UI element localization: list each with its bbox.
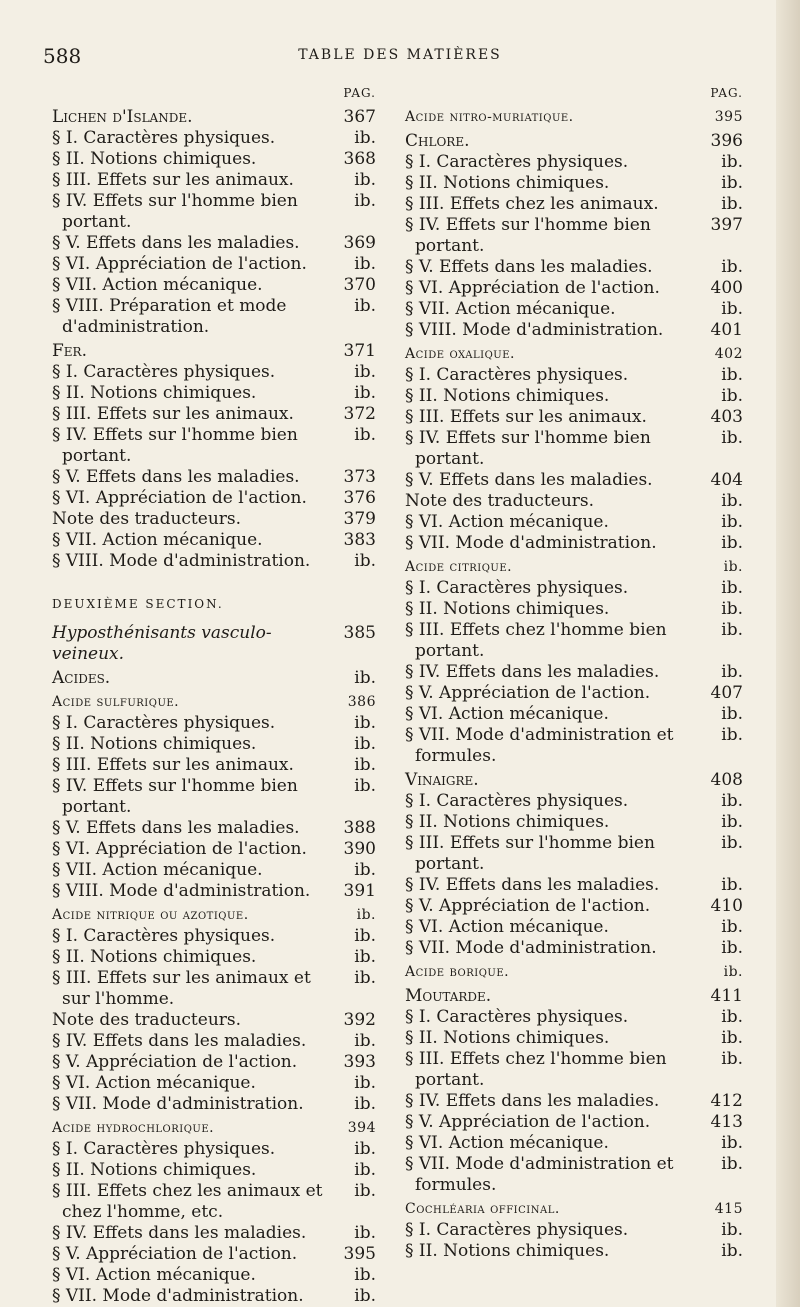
- toc-entry-page: 392: [343, 1010, 376, 1030]
- toc-entry-page: ib.: [354, 734, 376, 754]
- toc-entry-page: ib.: [721, 791, 743, 811]
- toc-entry-title: § II. Notions chimiques.: [52, 383, 257, 403]
- toc-entry-page: ib.: [721, 194, 743, 214]
- toc-entry: [405, 299, 743, 320]
- toc-entry-page: 410: [710, 896, 743, 916]
- toc-entry: [52, 551, 376, 572]
- toc-entry-title: Acide sulfurique.: [52, 694, 180, 710]
- toc-entry: [405, 512, 743, 533]
- toc-entry: [405, 131, 743, 152]
- toc-entry-page: ib.: [721, 917, 743, 937]
- toc-entry-page: 403: [710, 407, 743, 427]
- toc-entry: [52, 128, 376, 149]
- toc-entry-page: ib.: [721, 620, 743, 640]
- toc-entry: [405, 215, 743, 257]
- toc-entry-title: § VI. Action mécanique.: [405, 704, 609, 724]
- toc-entry-page: ib.: [354, 362, 376, 382]
- toc-entry: [52, 383, 376, 404]
- toc-entry: [52, 1181, 376, 1223]
- toc-entry-page: ib.: [721, 491, 743, 511]
- toc-entry-page: 391: [343, 881, 376, 901]
- toc-entry-page: ib.: [721, 599, 743, 619]
- toc-entry: [405, 1199, 743, 1220]
- toc-entry-title: § II. Notions chimiques.: [52, 1160, 257, 1180]
- toc-entry-page: 367: [343, 107, 376, 127]
- toc-entry: [405, 578, 743, 599]
- toc-entry-title: § V. Appréciation de l'action.: [52, 1244, 298, 1264]
- toc-entry-title: § III. Effets sur les animaux.: [405, 407, 647, 427]
- toc-entry-title: § II. Notions chimiques.: [405, 386, 610, 406]
- toc-entry-title: § VI. Action mécanique.: [52, 1073, 256, 1093]
- toc-entry-title: Acide nitro-muriatique.: [405, 109, 574, 125]
- toc-entry-page: ib.: [354, 1139, 376, 1159]
- toc-entry-page: ib.: [354, 926, 376, 946]
- toc-entry-page: ib.: [354, 425, 376, 445]
- toc-entry: [405, 1220, 743, 1241]
- toc-entry-page: 411: [710, 986, 743, 1006]
- toc-entry: [405, 917, 743, 938]
- toc-entry: [405, 107, 743, 128]
- toc-entry-page: ib.: [356, 907, 376, 923]
- toc-entry-page: ib.: [354, 1160, 376, 1180]
- toc-entry-title: § III. Effets sur les animaux et sur l'homme.: [52, 968, 311, 1009]
- toc-entry: [52, 254, 376, 275]
- toc-entry-title: § II. Notions chimiques.: [52, 947, 257, 967]
- toc-entry: [52, 1286, 376, 1307]
- toc-entry: [52, 1223, 376, 1244]
- toc-entry-page: ib.: [721, 428, 743, 448]
- toc-entry-page: ib.: [721, 1133, 743, 1153]
- pag-label-left: PAG.: [343, 86, 376, 100]
- toc-entry: [405, 770, 743, 791]
- toc-entry-title: Acides.: [52, 668, 111, 688]
- toc-entry-title: § II. Notions chimiques.: [405, 1028, 610, 1048]
- toc-entry-page: ib.: [354, 191, 376, 211]
- toc-entry-title: § IV. Effets sur l'homme bien portant.: [52, 191, 298, 232]
- toc-entry-title: § III. Effets chez les animaux et chez l'homme, etc.: [52, 1181, 323, 1222]
- toc-entry-page: ib.: [721, 386, 743, 406]
- toc-entry-title: § VI. Appréciation de l'action.: [52, 488, 307, 508]
- toc-entry-page: ib.: [721, 1241, 743, 1261]
- toc-entry-page: ib.: [354, 860, 376, 880]
- toc-entry-page: 408: [710, 770, 743, 790]
- toc-entry-page: ib.: [354, 170, 376, 190]
- toc-entry-page: ib.: [354, 968, 376, 988]
- toc-entry: [405, 620, 743, 662]
- toc-entry-page: ib.: [723, 559, 743, 575]
- toc-entry-title: § VII. Mode d'administration.: [52, 1286, 304, 1306]
- toc-entry: [405, 938, 743, 959]
- toc-entry-title: § VI. Appréciation de l'action.: [405, 278, 660, 298]
- toc-entry-page: 395: [714, 109, 743, 125]
- toc-entry-title: § III. Effets chez les animaux.: [405, 194, 659, 214]
- toc-entry-title: § I. Caractères physiques.: [52, 1139, 276, 1159]
- toc-entry-page: ib.: [723, 964, 743, 980]
- toc-entry-page: ib.: [721, 1007, 743, 1027]
- toc-entry-title: § II. Notions chimiques.: [405, 1241, 610, 1261]
- toc-entry: [52, 467, 376, 488]
- toc-entry-title: § V. Appréciation de l'action.: [405, 683, 651, 703]
- toc-entry-page: 394: [347, 1120, 376, 1136]
- running-head: TABLE DES MATIÈRES: [298, 47, 502, 63]
- toc-entry-title: § I. Caractères physiques.: [405, 1220, 629, 1240]
- toc-entry: [52, 1160, 376, 1181]
- toc-entry: [52, 713, 376, 734]
- toc-entry-page: 370: [343, 275, 376, 295]
- toc-entry-title: § IV. Effets dans les maladies.: [405, 1091, 660, 1111]
- toc-entry-title: § III. Effets chez l'homme bien portant.: [405, 620, 667, 661]
- toc-entry-page: 386: [347, 694, 376, 710]
- toc-entry: [405, 704, 743, 725]
- toc-entry: [52, 1118, 376, 1139]
- toc-entry: [52, 860, 376, 881]
- toc-entry-title: § VII. Mode d'administration.: [405, 938, 657, 958]
- toc-entry: [405, 470, 743, 491]
- toc-entry-page: ib.: [721, 1154, 743, 1174]
- toc-entry-page: ib.: [721, 299, 743, 319]
- toc-entry-page: 396: [710, 131, 743, 151]
- toc-entry-page: ib.: [354, 296, 376, 316]
- toc-entry: [52, 233, 376, 254]
- toc-entry: [405, 428, 743, 470]
- toc-entry: [405, 320, 743, 341]
- toc-entry-page: ib.: [354, 254, 376, 274]
- toc-entry: [405, 1049, 743, 1091]
- toc-entry-title: § IV. Effets sur l'homme bien portant.: [52, 776, 298, 817]
- toc-entry: [405, 986, 743, 1007]
- toc-entry-title: Note des traducteurs.: [52, 509, 242, 529]
- toc-entry: [52, 776, 376, 818]
- toc-entry-title: § VII. Mode d'administration et formules.: [405, 725, 674, 766]
- toc-entry: [52, 1052, 376, 1073]
- toc-entry-page: ib.: [721, 1049, 743, 1069]
- toc-entry-page: ib.: [721, 662, 743, 682]
- toc-entry: [52, 1010, 376, 1031]
- toc-entry-page: 385: [343, 623, 376, 643]
- toc-entry-title: § I. Caractères physiques.: [405, 1007, 629, 1027]
- toc-entry: [52, 404, 376, 425]
- toc-entry-title: § VI. Action mécanique.: [52, 1265, 256, 1285]
- toc-entry-title: § III. Effets sur les animaux.: [52, 404, 294, 424]
- toc-entry-page: 368: [343, 149, 376, 169]
- toc-entry-page: 371: [343, 341, 376, 361]
- right-column: [405, 86, 743, 1262]
- toc-entry-title: § III. Effets chez l'homme bien portant.: [405, 1049, 667, 1090]
- toc-entry: [405, 791, 743, 812]
- toc-entry-title: Note des traducteurs.: [52, 1010, 242, 1030]
- toc-entry: [52, 509, 376, 530]
- toc-entry: [52, 107, 376, 128]
- toc-entry-page: ib.: [354, 383, 376, 403]
- toc-entry-title: § VII. Mode d'administration et formules.: [405, 1154, 674, 1195]
- toc-entry-page: 415: [714, 1201, 743, 1217]
- toc-entry-title: § VIII. Préparation et mode d'administration.: [52, 296, 287, 337]
- toc-entry-page: ib.: [721, 875, 743, 895]
- toc-entry: [405, 662, 743, 683]
- toc-entry-page: ib.: [354, 1223, 376, 1243]
- toc-entry: [405, 599, 743, 620]
- toc-entry: [52, 1094, 376, 1115]
- toc-entry-title: § II. Notions chimiques.: [52, 734, 257, 754]
- toc-entry-page: ib.: [721, 578, 743, 598]
- toc-entry: [405, 1154, 743, 1196]
- toc-entry-page: 369: [343, 233, 376, 253]
- toc-entry-title: Vinaigre.: [405, 770, 479, 790]
- toc-entry-page: ib.: [354, 1031, 376, 1051]
- toc-entry-title: Moutarde.: [405, 986, 492, 1006]
- toc-entry-title: § VII. Action mécanique.: [52, 530, 263, 550]
- toc-entry-title: Chlore.: [405, 131, 470, 151]
- toc-entry: [52, 341, 376, 362]
- toc-entry-title: Acide nitrique ou azotique.: [52, 907, 249, 923]
- toc-entry: [52, 488, 376, 509]
- toc-entry-page: ib.: [721, 173, 743, 193]
- toc-entry-title: § VI. Appréciation de l'action.: [52, 839, 307, 859]
- toc-entry-title: § VII. Mode d'administration.: [405, 533, 657, 553]
- toc-entry: [405, 257, 743, 278]
- toc-entry-page: 413: [710, 1112, 743, 1132]
- toc-entry: [405, 365, 743, 386]
- toc-entry: [405, 173, 743, 194]
- toc-entry: [52, 530, 376, 551]
- toc-entry-title: § I. Caractères physiques.: [405, 791, 629, 811]
- toc-entry: [52, 839, 376, 860]
- toc-entry-title: § I. Caractères physiques.: [52, 362, 276, 382]
- toc-entry-title: § VII. Action mécanique.: [405, 299, 616, 319]
- toc-entry: [405, 725, 743, 767]
- toc-entry-title: Hyposthénisants vasculo-veineux.: [52, 623, 272, 664]
- toc-entry: [52, 1139, 376, 1160]
- toc-entry: [52, 1265, 376, 1286]
- toc-entry-page: ib.: [354, 128, 376, 148]
- toc-entry-page: ib.: [721, 833, 743, 853]
- toc-entry-title: § IV. Effets sur l'homme bien portant.: [52, 425, 298, 466]
- toc-entry-title: § III. Effets sur les animaux.: [52, 755, 294, 775]
- toc-entry-title: § V. Effets dans les maladies.: [405, 257, 653, 277]
- toc-entry: [52, 734, 376, 755]
- toc-entry-title: § IV. Effets dans les maladies.: [52, 1223, 307, 1243]
- toc-entry: [52, 149, 376, 170]
- toc-entry-page: ib.: [354, 947, 376, 967]
- toc-entry-title: § IV. Effets dans les maladies.: [405, 875, 660, 895]
- toc-entry-page: ib.: [354, 755, 376, 775]
- toc-entry-page: 393: [343, 1052, 376, 1072]
- toc-entry-title: § I. Caractères physiques.: [405, 365, 629, 385]
- toc-entry-title: Fer.: [52, 341, 87, 361]
- toc-entry-title: § V. Effets dans les maladies.: [52, 818, 300, 838]
- toc-entry-title: § VI. Action mécanique.: [405, 1133, 609, 1153]
- toc-entry: [405, 194, 743, 215]
- toc-entry-title: § VIII. Mode d'administration.: [52, 551, 311, 571]
- toc-entry-page: ib.: [721, 533, 743, 553]
- toc-entry: [405, 407, 743, 428]
- toc-entry-title: § IV. Effets dans les maladies.: [405, 662, 660, 682]
- toc-entry-page: 395: [343, 1244, 376, 1264]
- toc-entry-title: § I. Caractères physiques.: [52, 128, 276, 148]
- toc-entry: [52, 191, 376, 233]
- toc-entry-page: 376: [343, 488, 376, 508]
- toc-entry-title: DEUXIÈME SECTION.: [52, 597, 224, 611]
- page-edge: [776, 0, 800, 1307]
- toc-entry: [52, 968, 376, 1010]
- toc-entry-page: 390: [343, 839, 376, 859]
- toc-entry-page: ib.: [721, 704, 743, 724]
- toc-entry-title: Lichen d'Islande.: [52, 107, 193, 127]
- toc-entry-page: ib.: [721, 512, 743, 532]
- toc-entry-title: § I. Caractères physiques.: [52, 926, 276, 946]
- toc-entry-page: 372: [343, 404, 376, 424]
- toc-entry-page: 404: [710, 470, 743, 490]
- toc-entry-title: § V. Effets dans les maladies.: [52, 467, 300, 487]
- toc-entry-page: 383: [343, 530, 376, 550]
- toc-entry-page: 401: [710, 320, 743, 340]
- toc-entry-title: § IV. Effets dans les maladies.: [52, 1031, 307, 1051]
- toc-entry: [52, 296, 376, 338]
- toc-entry-page: ib.: [354, 668, 376, 688]
- toc-entry-title: § V. Appréciation de l'action.: [405, 1112, 651, 1132]
- toc-entry: [52, 692, 376, 713]
- toc-entry-title: Acide oxalique.: [405, 346, 515, 362]
- toc-entry: [405, 1112, 743, 1133]
- toc-entry: [52, 755, 376, 776]
- left-column: [52, 86, 376, 1307]
- toc-entry-title: § VII. Action mécanique.: [52, 860, 263, 880]
- toc-entry: [405, 1241, 743, 1262]
- toc-entry-page: ib.: [354, 1181, 376, 1201]
- toc-entry-title: § VI. Action mécanique.: [405, 512, 609, 532]
- toc-entry: [405, 833, 743, 875]
- toc-entry-title: Acide hydrochlorique.: [52, 1120, 215, 1136]
- toc-entry-page: ib.: [721, 1220, 743, 1240]
- toc-entry: [52, 881, 376, 902]
- toc-entry: [52, 1073, 376, 1094]
- toc-entry: [52, 425, 376, 467]
- toc-entry: [52, 947, 376, 968]
- toc-entry-page: ib.: [354, 1094, 376, 1114]
- toc-entry-page: 373: [343, 467, 376, 487]
- toc-entry: [405, 875, 743, 896]
- toc-entry: [52, 170, 376, 191]
- toc-entry: [405, 1028, 743, 1049]
- toc-entry-page: 379: [343, 509, 376, 529]
- toc-entry-title: § V. Effets dans les maladies.: [405, 470, 653, 490]
- toc-entry: [52, 1244, 376, 1265]
- toc-entry-title: Acide citrique.: [405, 559, 513, 575]
- toc-entry-page: ib.: [721, 938, 743, 958]
- toc-entry-page: ib.: [354, 1073, 376, 1093]
- toc-entry: [52, 1031, 376, 1052]
- toc-entry: [52, 362, 376, 383]
- toc-entry: [52, 668, 376, 689]
- toc-entry: [52, 623, 376, 665]
- toc-entry-page: 402: [714, 346, 743, 362]
- pag-label-right: PAG.: [710, 86, 743, 100]
- toc-entry: [405, 491, 743, 512]
- toc-entry-page: ib.: [354, 1286, 376, 1306]
- toc-entry-page: ib.: [721, 725, 743, 745]
- toc-entry-title: § III. Effets sur l'homme bien portant.: [405, 833, 655, 874]
- toc-entry-title: § VIII. Mode d'administration.: [52, 881, 311, 901]
- toc-entry-title: § II. Notions chimiques.: [405, 812, 610, 832]
- toc-entry-page: 388: [343, 818, 376, 838]
- toc-entry-page: 412: [710, 1091, 743, 1111]
- toc-entry-title: § II. Notions chimiques.: [52, 149, 257, 169]
- toc-entry-page: ib.: [721, 257, 743, 277]
- toc-entry-title: § VI. Action mécanique.: [405, 917, 609, 937]
- toc-entry: [52, 594, 376, 615]
- toc-entry-title: § VII. Action mécanique.: [52, 275, 263, 295]
- toc-entry-title: § IV. Effets sur l'homme bien portant.: [405, 215, 651, 256]
- toc-entry-page: ib.: [354, 1265, 376, 1285]
- toc-entry-page: 400: [710, 278, 743, 298]
- toc-entry: [405, 896, 743, 917]
- toc-entry-page: ib.: [354, 713, 376, 733]
- toc-entry: [405, 152, 743, 173]
- toc-entry-title: § V. Effets dans les maladies.: [52, 233, 300, 253]
- toc-entry-title: § V. Appréciation de l'action.: [52, 1052, 298, 1072]
- toc-entry-page: 407: [710, 683, 743, 703]
- toc-entry-title: Cochléaria officinal.: [405, 1201, 560, 1217]
- toc-entry: [405, 683, 743, 704]
- toc-entry: [52, 818, 376, 839]
- toc-entry-page: ib.: [354, 551, 376, 571]
- toc-entry: [405, 278, 743, 299]
- toc-entry-page: ib.: [721, 152, 743, 172]
- toc-entry: [405, 557, 743, 578]
- toc-entry: [52, 905, 376, 926]
- toc-entry-title: § V. Appréciation de l'action.: [405, 896, 651, 916]
- toc-entry-page: ib.: [721, 365, 743, 385]
- toc-entry-title: Acide borique.: [405, 964, 510, 980]
- toc-entry-title: § I. Caractères physiques.: [405, 578, 629, 598]
- toc-entry-title: § II. Notions chimiques.: [405, 599, 610, 619]
- toc-entry: [52, 275, 376, 296]
- toc-entry: [405, 1007, 743, 1028]
- toc-entry-page: ib.: [721, 1028, 743, 1048]
- toc-entry: [405, 533, 743, 554]
- toc-entry-title: § III. Effets sur les animaux.: [52, 170, 294, 190]
- toc-entry-title: § IV. Effets sur l'homme bien portant.: [405, 428, 651, 469]
- toc-entry: [405, 344, 743, 365]
- toc-entry: [405, 962, 743, 983]
- toc-entry: [405, 1133, 743, 1154]
- toc-entry-page: ib.: [721, 812, 743, 832]
- toc-entry-title: § VIII. Mode d'administration.: [405, 320, 664, 340]
- toc-entry: [52, 926, 376, 947]
- toc-entry: [405, 386, 743, 407]
- toc-entry-title: § II. Notions chimiques.: [405, 173, 610, 193]
- toc-entry-title: § I. Caractères physiques.: [52, 713, 276, 733]
- toc-entry: [405, 812, 743, 833]
- toc-entry-page: ib.: [354, 776, 376, 796]
- toc-entry: [405, 1091, 743, 1112]
- toc-entry-title: § VII. Mode d'administration.: [52, 1094, 304, 1114]
- toc-entry-page: 397: [710, 215, 743, 235]
- page-number: 588: [43, 44, 82, 68]
- toc-entry-title: Note des traducteurs.: [405, 491, 595, 511]
- toc-entry-title: § I. Caractères physiques.: [405, 152, 629, 172]
- toc-entry-title: § VI. Appréciation de l'action.: [52, 254, 307, 274]
